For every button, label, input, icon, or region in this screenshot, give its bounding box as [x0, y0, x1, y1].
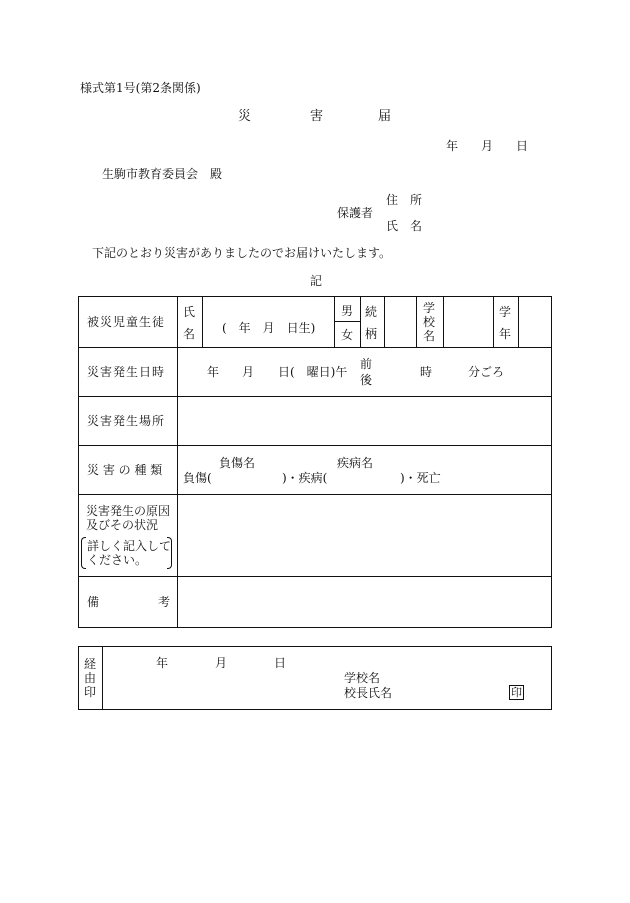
intro-text: 下記のとおり災害がありましたのでお届けいたします。 — [92, 246, 392, 260]
remarks-label-char-1: 備 — [87, 595, 100, 609]
birth-date: ( 年 月 日生) — [222, 321, 316, 335]
disease-name-label: 疾病名 — [337, 456, 374, 470]
row-divider — [78, 347, 552, 348]
cell-divider — [360, 296, 361, 347]
ki-label: 記 — [310, 274, 323, 288]
routing-label: 経由印 — [83, 657, 96, 699]
routing-day: 日 — [274, 656, 287, 670]
date-day: 日 — [516, 139, 529, 153]
death-option: )・死亡 — [400, 471, 441, 485]
form-number: 様式第1号(第2条関係) — [80, 81, 201, 95]
guardian-label: 保護者 — [337, 206, 374, 220]
ampm-am: 前 — [360, 357, 373, 371]
title-char-2: 害 — [310, 109, 324, 124]
injury-name-label: 負傷名 — [219, 456, 256, 470]
note-bracket-left — [81, 537, 86, 569]
cell-divider — [202, 296, 203, 347]
name-col-char-2: 名 — [183, 327, 196, 341]
relation-char-1: 続 — [365, 305, 378, 319]
note-line-1: 詳しく記入して — [87, 539, 172, 553]
occurrence-datetime-label: 災害発生日時 — [87, 365, 166, 379]
occurrence-minute: 分ごろ — [468, 365, 505, 379]
disaster-type-label: 災 害 の 種 類 — [87, 463, 163, 477]
cell-divider — [334, 321, 360, 322]
occurrence-month: 月 — [242, 365, 255, 379]
occurrence-year: 年 — [207, 365, 220, 379]
occurrence-place-label: 災害発生場所 — [87, 414, 166, 428]
cause-label-line-2: 及びその状況 — [86, 518, 159, 532]
relation-char-2: 柄 — [365, 327, 378, 341]
row-divider — [78, 445, 552, 446]
row-divider — [78, 576, 552, 577]
routing-table — [78, 646, 552, 710]
sex-female: 女 — [341, 328, 354, 342]
address-label: 住 所 — [386, 193, 423, 207]
victim-label: 被災児童生徒 — [87, 315, 166, 329]
occurrence-hour: 時 — [420, 365, 433, 379]
disease-option: )・疾病( — [282, 471, 328, 485]
label-col-divider — [177, 296, 178, 628]
name-col-char-1: 氏 — [183, 305, 196, 319]
grade-char-1: 学 — [499, 305, 512, 319]
school-name-label: 学校名 — [422, 301, 435, 343]
name-label: 氏 名 — [386, 219, 423, 233]
injury-option: 負傷( — [183, 471, 212, 485]
seal-mark: 印 — [511, 686, 522, 699]
date-year: 年 — [446, 139, 459, 153]
title-char-3: 届 — [378, 109, 392, 124]
cell-divider — [518, 296, 519, 347]
sex-male: 男 — [341, 304, 354, 318]
remarks-label-char-2: 考 — [158, 595, 171, 609]
date-month: 月 — [481, 139, 494, 153]
title-char-1: 災 — [238, 109, 252, 124]
addressee: 生駒市教育委員会 殿 — [102, 167, 223, 181]
row-divider — [78, 494, 552, 495]
routing-divider — [102, 646, 103, 710]
cause-label-line-1: 災害発生の原因 — [86, 504, 171, 518]
routing-month: 月 — [215, 656, 228, 670]
ampm-pm: 後 — [360, 373, 373, 387]
row-divider — [78, 396, 552, 397]
occurrence-day-weekday: 日( 曜日)午 — [278, 365, 348, 379]
note-line-2: ください。 — [87, 553, 148, 567]
grade-char-2: 年 — [499, 327, 512, 341]
cell-divider — [493, 296, 494, 347]
cell-divider — [416, 296, 417, 347]
main-table — [78, 296, 552, 628]
routing-year: 年 — [156, 656, 169, 670]
routing-principal-name: 校長氏名 — [344, 686, 393, 700]
cell-divider — [384, 296, 385, 347]
routing-school-name: 学校名 — [344, 671, 381, 685]
cell-divider — [443, 296, 444, 347]
